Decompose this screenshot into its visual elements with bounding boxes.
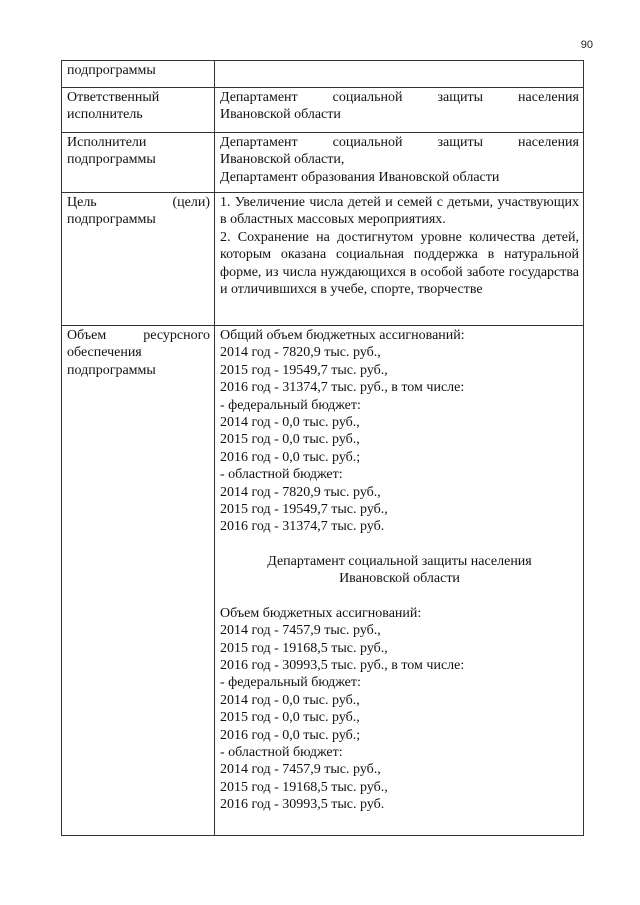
executors-value-line-3: Департамент образования Ивановской области <box>220 169 500 185</box>
funding-total-line: 2016 год - 0,0 тыс. руб.; <box>220 449 361 465</box>
responsible-value-line-1: Департамент социальной защиты населения <box>220 90 579 105</box>
executors-label-line-2: подпрограммы <box>67 152 156 168</box>
continuation-value-cell <box>215 61 584 88</box>
table-row-goals <box>62 193 584 326</box>
funding-department-line: Объем бюджетных ассигнований: <box>220 605 422 621</box>
funding-department-line: - областной бюджет: <box>220 744 343 760</box>
funding-department-line: 2015 год - 19168,5 тыс. руб., <box>220 640 388 656</box>
table-row-funding <box>62 326 584 836</box>
executors-value-cell <box>215 133 584 193</box>
spacer <box>220 588 579 605</box>
goals-label-word-2: (цели) <box>172 195 210 210</box>
funding-total-line: 2015 год - 0,0 тыс. руб., <box>220 432 360 448</box>
funding-department-line: 2015 год - 0,0 тыс. руб., <box>220 710 360 726</box>
department-heading-line-2: Ивановской области <box>339 571 460 587</box>
table-row-continuation <box>62 61 584 88</box>
goals-label-word-1: Цель <box>67 195 97 210</box>
subprogram-passport-table <box>61 60 584 836</box>
goals-value-cell <box>215 193 584 326</box>
executors-label-cell <box>62 133 215 193</box>
department-heading <box>220 553 579 588</box>
funding-department-line: 2014 год - 7457,9 тыс. руб., <box>220 762 381 778</box>
goals-label-line-2: подпрограммы <box>67 212 156 228</box>
table-row-executors <box>62 133 584 193</box>
funding-department-block <box>220 605 579 814</box>
funding-total-line: - областной бюджет: <box>220 467 343 483</box>
funding-total-line: 2015 год - 19549,7 тыс. руб., <box>220 502 388 518</box>
funding-total-line: - федеральный бюджет: <box>220 397 361 413</box>
funding-label-cell <box>62 326 215 836</box>
funding-value-cell <box>215 326 584 836</box>
funding-total-line: 2016 год - 31374,7 тыс. руб. <box>220 519 385 535</box>
funding-total-line: 2014 год - 7820,9 тыс. руб., <box>220 484 381 500</box>
responsible-label-line-2: исполнитель <box>67 107 143 123</box>
funding-total-block <box>220 327 579 536</box>
funding-department-line: 2014 год - 7457,9 тыс. руб., <box>220 623 381 639</box>
funding-total-line: 2015 год - 19549,7 тыс. руб., <box>220 362 388 378</box>
department-heading-line-1: Департамент социальной защиты населения <box>267 553 532 569</box>
executors-label-line-1: Исполнители <box>67 135 147 150</box>
funding-total-line: 2016 год - 31374,7 тыс. руб., в том числе: <box>220 380 465 396</box>
responsible-label-cell <box>62 88 215 133</box>
page-number: 90 <box>580 39 593 51</box>
executors-value-line-1: Департамент социальной защиты населения <box>220 135 579 150</box>
responsible-label-line-1: Ответственный <box>67 90 160 105</box>
goal-item-1: 1. Увеличение числа детей и семей с детьми, участвующих в областных массовых мероприятиях. <box>220 195 579 228</box>
funding-label-word-1: Объем <box>67 328 107 343</box>
funding-department-line: - федеральный бюджет: <box>220 675 361 691</box>
goals-label-line-1 <box>67 194 210 211</box>
executors-value-line-2: Ивановской области, <box>220 152 345 168</box>
funding-label-word-2: ресурсного <box>143 328 210 343</box>
funding-department-line: 2015 год - 19168,5 тыс. руб., <box>220 779 388 795</box>
continuation-label-cell <box>62 61 215 88</box>
funding-department-line: 2014 год - 0,0 тыс. руб., <box>220 692 360 708</box>
continuation-label: подпрограммы <box>67 63 156 78</box>
goals-label-cell <box>62 193 215 326</box>
funding-total-line: Общий объем бюджетных ассигнований: <box>220 328 465 343</box>
funding-label-line-3: подпрограммы <box>67 362 156 378</box>
spacer <box>220 536 579 553</box>
funding-total-line: 2014 год - 7820,9 тыс. руб., <box>220 345 381 361</box>
funding-department-line: 2016 год - 30993,5 тыс. руб. <box>220 797 385 813</box>
table-row-responsible <box>62 88 584 133</box>
funding-department-line: 2016 год - 0,0 тыс. руб.; <box>220 727 361 743</box>
funding-label-line-2: обеспечения <box>67 345 142 361</box>
funding-label-line-1 <box>67 327 210 344</box>
funding-total-line: 2014 год - 0,0 тыс. руб., <box>220 415 360 431</box>
funding-department-line: 2016 год - 30993,5 тыс. руб., в том числе: <box>220 657 465 673</box>
responsible-value-line-2: Ивановской области <box>220 107 341 123</box>
responsible-value-cell <box>215 88 584 133</box>
goal-item-2: 2. Сохранение на достигнутом уровне количества детей, которым оказана социальная поддержка в натуральной форме, из числа нуждающихся в особой заботе государства и отличившихся в учебе, спорте, творчестве <box>220 229 579 298</box>
